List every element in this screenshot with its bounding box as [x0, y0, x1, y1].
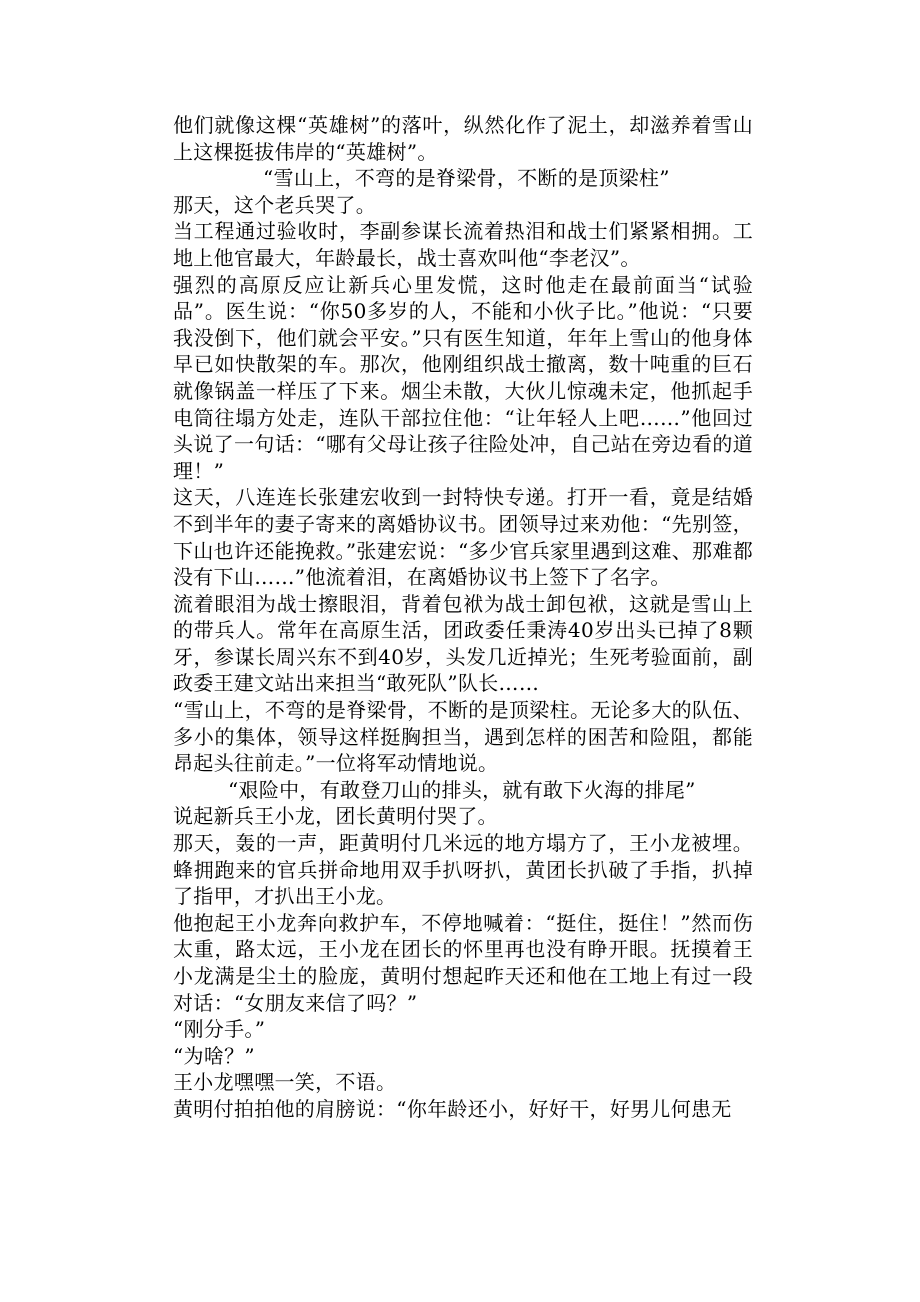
- paragraph-6: 流着眼泪为战士擦眼泪，背着包袱为战士卸包袱，这就是雪山上的带兵人。常年在高原生活，团政委任秉涛40岁出头已掉了8颗牙，参谋长周兴东不到40岁，头发几近掉光；生死考验面前，副政委王建文站出来担当“敢死队”队长……: [173, 591, 753, 696]
- paragraph-11: “刚分手。”: [173, 1017, 266, 1042]
- section-heading-1: “雪山上，不弯的是脊梁骨，不断的是顶梁柱”: [263, 166, 670, 191]
- paragraph-3: 当工程通过验收时，李副参谋长流着热泪和战士们紧紧相拥。工地上他官最大，年龄最长，战士喜欢叫他“李老汉”。: [173, 219, 753, 270]
- article-body: [173, 112, 753, 1123]
- paragraph-2: 那天，这个老兵哭了。: [173, 192, 376, 217]
- paragraph-12: “为啥？”: [173, 1043, 255, 1068]
- paragraph-1: 他们就像这棵“英雄树”的落叶，纵然化作了泥土，却滋养着雪山上这棵挺拔伟岸的“英雄树”。: [173, 113, 753, 164]
- paragraph-10: 他抱起王小龙奔向救护车，不停地喊着：“挺住，挺住！”然而伤太重，路太远，王小龙在团长的怀里再也没有睁开眼。抚摸着王小龙满是尘土的脸庞，黄明付想起昨天还和他在工地上有过一段对话：“女朋友来信了吗？”: [173, 910, 753, 1015]
- paragraph-7: “雪山上，不弯的是脊梁骨，不断的是顶梁柱。无论多大的队伍、多小的集体，领导这样挺胸担当，遇到怎样的困苦和险阻，都能昂起头往前走。”一位将军动情地说。: [173, 698, 753, 776]
- paragraph-13: 王小龙嘿嘿一笑，不语。: [173, 1070, 397, 1095]
- section-heading-2: “艰险中，有敢登刀山的排头，就有敢下火海的排尾”: [228, 777, 696, 802]
- paragraph-9: 那天，轰的一声，距黄明付几米远的地方塌方了，王小龙被埋。蜂拥跑来的官兵拼命地用双手扒呀扒，黄团长扒破了手指，扒掉了指甲，才扒出王小龙。: [173, 831, 753, 909]
- paragraph-4: 强烈的高原反应让新兵心里发慌，这时他走在最前面当“试验品”。医生说：“你50多岁的人，不能和小伙子比。”他说：“只要我没倒下，他们就会平安。”只有医生知道，年年上雪山的他身体早已如快散架的车。那次，他刚组织战士撤离，数十吨重的巨石就像锅盖一样压了下来。烟尘未散，大伙儿惊魂未定，他抓起手电筒往塌方处走，连队干部拉住他：“让年轻人上吧……”他回过头说了一句话：“哪有父母让孩子往险处冲，自己站在旁边看的道理！”: [173, 272, 753, 483]
- paragraph-8: 说起新兵王小龙，团长黄明付哭了。: [173, 804, 498, 829]
- paragraph-14: 黄明付拍拍他的肩膀说：“你年龄还小，好好干，好男儿何患无: [173, 1096, 732, 1121]
- paragraph-5: 这天，八连连长张建宏收到一封特快专递。打开一看，竟是结婚不到半年的妻子寄来的离婚协议书。团领导过来劝他：“先别签，下山也许还能挽救。”张建宏说：“多少官兵家里遇到这难、那难都没有下山……”他流着泪，在离婚协议书上签下了名字。: [173, 485, 753, 590]
